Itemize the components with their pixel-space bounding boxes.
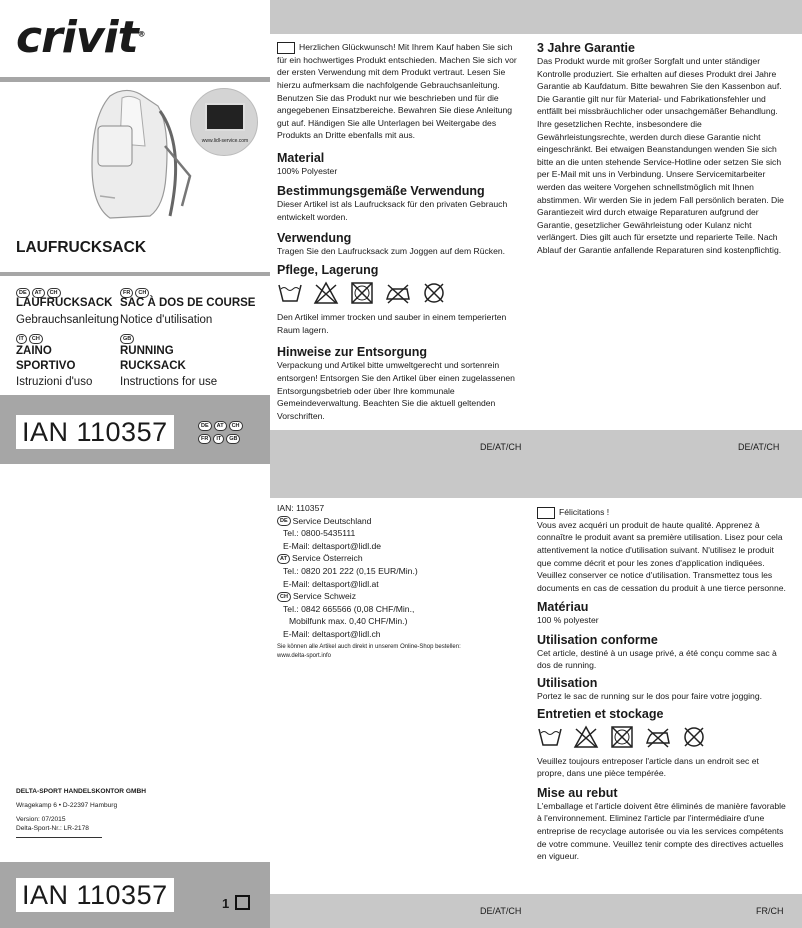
ian-number: IAN 110357	[16, 415, 174, 449]
no-dry-clean-icon	[681, 725, 707, 749]
no-bleach-icon	[313, 281, 339, 305]
footer-top-left: DE/AT/CH	[480, 442, 522, 452]
fr-care-text: Veuillez toujours entreposer l'article dans un endroit sec et propre, dans une pièce tempérée.	[537, 755, 759, 779]
lang-gb-name: RUNNING RUCKSACK	[120, 345, 186, 372]
de-column-2	[537, 38, 787, 257]
cover-rule-2	[0, 272, 270, 276]
fr-usage-heading: Utilisation	[537, 676, 598, 691]
service-shop-note: Sie können alle Artikel auch direkt in unserem Online-Shop bestellen:	[277, 643, 461, 650]
de-care-text: Den Artikel immer trocken und sauber in einem temperierten Raum lagern.	[277, 312, 507, 335]
page-number: 1	[222, 895, 250, 911]
de-intro: Herzlichen Glückwunsch! Mit Ihrem Kauf haben Sie sich für ein hochwertiges Produkt entschieden. Machen Sie sich vor der ersten Verwendung mit dem Produkt vertraut. Lesen Sie hierzu aufmerksam die nachfolgende Gebrauchsanleitung. Benutzen Sie das Produkt nur wie beschrieben und für die angegebenen Einsatzbereiche. Bewahren Sie diese Anleitung gut auf. Händigen Sie alle Unterlagen bei Weitergabe des Produkts an Dritte ebenfalls mit aus.	[277, 42, 517, 141]
bottom-header-bar	[270, 464, 802, 498]
fr-intro-heading: Félicitations !	[537, 506, 787, 519]
footer-bottom-right: FR/CH	[756, 906, 784, 916]
de-usage-heading: Verwendung	[277, 230, 352, 245]
service-ian: IAN: 110357	[277, 503, 325, 513]
publisher-name: DELTA-SPORT HANDELSKONTOR GMBH	[16, 788, 147, 795]
checkbox-square-icon	[235, 895, 250, 910]
de-disposal-text: Verpackung und Artikel bitte umweltgerecht und sortenrein entsorgen! Entsorgen Sie den Artikel über einen zugelassenen Entsorgungsbetrieb oder über Ihre kommunale Gemeindeverwaltung. Beachten Sie die aktuell geltenden Vorschriften.	[277, 360, 515, 421]
bottom-footer-bar	[270, 894, 802, 928]
fr-care-heading: Entretien et stockage	[537, 706, 664, 721]
ian-number-bottom: IAN 110357	[16, 878, 174, 912]
fr-use-heading: Utilisation conforme	[537, 632, 658, 647]
service-badge	[190, 88, 258, 156]
service-de: DE Service Deutschland	[277, 515, 527, 528]
de-material-heading: Material	[277, 150, 325, 165]
lang-de-doc: Gebrauchsanleitung	[16, 314, 119, 326]
publisher-rule	[16, 837, 102, 838]
lang-fr-doc: Notice d'utilisation	[120, 314, 213, 326]
de-warranty-heading: 3 Jahre Garantie	[537, 41, 635, 55]
service-ch-tel2: Mobilfunk max. 0,40 CHF/Min.)	[289, 616, 408, 627]
service-de-tel: Tel.: 0800-5435111	[283, 528, 356, 539]
footer-top-right: DE/AT/CH	[738, 442, 780, 452]
de-disposal-heading: Hinweise zur Entsorgung	[277, 345, 428, 360]
fr-disposal-heading: Mise au rebut	[537, 785, 618, 800]
fr-intro-text: Vous avez acquéri un produit de haute qualité. Apprenez à connaître le produit avant sa première utilisation. Lisez pour cela attentivement la notice d'utilisation suivant. N'utilisez le produit que comme décrit et pour les zones d'application indiquées. Veuillez conserver ce notice d'utilisation. Transmettez tous les documents en cas de cessation du produit à une tierce personne.	[537, 519, 786, 593]
de-use-text: Dieser Artikel ist als Laufrucksack für den privaten Gebrauch entwickelt worden.	[277, 199, 508, 223]
fr-care-symbols	[537, 725, 787, 749]
lang-de-badges: DE AT CH	[16, 284, 63, 302]
fr-use-text: Cet article, destiné à un usage privé, a été conçu comme sac à dos de running.	[537, 647, 777, 671]
no-dry-clean-icon	[421, 281, 447, 305]
lang-it-doc: Istruzioni d'uso	[16, 376, 93, 388]
info-book-icon	[537, 507, 555, 519]
lang-it-badges: IT CH	[16, 330, 45, 348]
de-column-1	[277, 41, 523, 422]
de-warranty-text: Das Produkt wurde mit großer Sorgfalt und unter ständiger Kontrolle produziert. Sie erhalten auf dieses Produkt drei Jahre Garantie ab Kaufdatum. Bitte bewahren Sie den Kassenbon auf. Die Garantie gilt nur für Material- und Fabrikationsfehler und entfällt bei missbräuchlicher oder unsachgemäßer Behandlung. Ihre gesetzlichen Rechte, insbesondere die Gewährleistungsrechte, werden durch diese Garantie nicht eingeschränkt. Bei etwaigen Beanstandungen wenden Sie sich bitte an die unten stehende Service-Hotline oder setzen Sie sich per E-Mail mit uns in Verbindung. Unsere Servicemitarbeiter werden das weitere Vorgehen schnellstmöglich mit Ihnen abstimmen. Wir werden Sie in jedem Fall persönlich beraten. Die Garantiezeit wird durch etwaige Reparaturen aufgrund der Garantie, gesetzlicher Gewährleistung oder Kulanz nicht verlängert. Dies gilt auch für ersetzte und reparierte Teile. Nach Ablauf der Garantie anfallende Reparaturen sind kostenpflichtig.	[537, 56, 784, 255]
no-bleach-icon	[573, 725, 599, 749]
de-care-symbols	[277, 281, 523, 305]
brand-logo: crivit®	[16, 12, 145, 63]
laptop-icon	[205, 103, 245, 131]
service-column	[277, 502, 527, 661]
lang-gb-badges: GB	[120, 330, 136, 348]
service-at-mail: E-Mail: deltasport@lidl.at	[283, 578, 379, 589]
service-at-tel: Tel.: 0820 201 222 (0,15 EUR/Min.)	[283, 565, 418, 576]
publisher-sport-no: Delta-Sport-Nr.: LR-2178	[16, 825, 89, 832]
info-book-icon	[277, 42, 295, 54]
cover-panel	[0, 0, 270, 464]
service-shop-url: www.delta-sport.info	[277, 652, 332, 659]
de-use-heading: Bestimmungsgemäße Verwendung	[277, 184, 485, 199]
de-usage-text: Tragen Sie den Laufrucksack zum Joggen auf dem Rücken.	[277, 245, 506, 256]
publisher-block	[16, 787, 166, 838]
no-iron-icon	[645, 725, 671, 749]
lang-fr-name: SAC À DOS DE COURSE	[120, 297, 256, 309]
fr-material-text: 100 % polyester	[537, 615, 599, 626]
service-url: www.lidl-service.com	[201, 138, 249, 144]
wash-30-icon	[537, 725, 563, 749]
fr-disposal-text: L'emballage et l'article doivent être éliminés de manière favorable à l'environnement. Eliminez l'article par l'intermédiaire d'une entreprise de recyclage autorisée ou via les services compétents de votre commune. Veuillez tenir compte des directives actuelles en vigueur.	[537, 800, 786, 862]
de-care-heading: Pflege, Lagerung	[277, 263, 379, 278]
top-header-bar	[270, 0, 802, 34]
footer-bottom-left: DE/AT/CH	[480, 906, 522, 916]
lang-de-name: LAUFRUCKSACK	[16, 297, 113, 309]
service-ch-mail: E-Mail: deltasport@lidl.ch	[283, 628, 381, 639]
fr-material-heading: Matériau	[537, 600, 589, 615]
no-iron-icon	[385, 281, 411, 305]
no-tumble-dry-icon	[349, 281, 375, 305]
publisher-version: Version: 07/2015	[16, 816, 66, 823]
service-ch-tel: Tel.: 0842 665566 (0,08 CHF/Min.,	[283, 603, 415, 614]
fr-column	[537, 506, 787, 863]
service-de-mail: E-Mail: deltasport@lidl.de	[283, 540, 382, 551]
service-at: AT Service Österreich	[277, 552, 527, 565]
no-tumble-dry-icon	[609, 725, 635, 749]
ian-badges: DE AT CH FR IT GB	[198, 419, 245, 445]
fr-usage-text: Portez le sac de running sur le dos pour faire votre jogging.	[537, 691, 762, 702]
lang-it-name: ZAINO SPORTIVO	[16, 345, 76, 372]
backpack-image	[70, 86, 200, 226]
wash-30-icon	[277, 281, 303, 305]
cover-title: LAUFRUCKSACK	[16, 239, 147, 256]
de-material-text: 100% Polyester	[277, 165, 338, 176]
lang-fr-badges: FR CH	[120, 284, 151, 302]
lang-gb-doc: Instructions for use	[120, 376, 218, 388]
cover-rule	[0, 77, 270, 82]
service-ch: CH Service Schweiz	[277, 590, 527, 603]
ian-block	[0, 395, 270, 464]
publisher-address: Wragekamp 6 • D-22397 Hamburg	[16, 802, 118, 809]
top-footer-bar	[270, 430, 802, 464]
